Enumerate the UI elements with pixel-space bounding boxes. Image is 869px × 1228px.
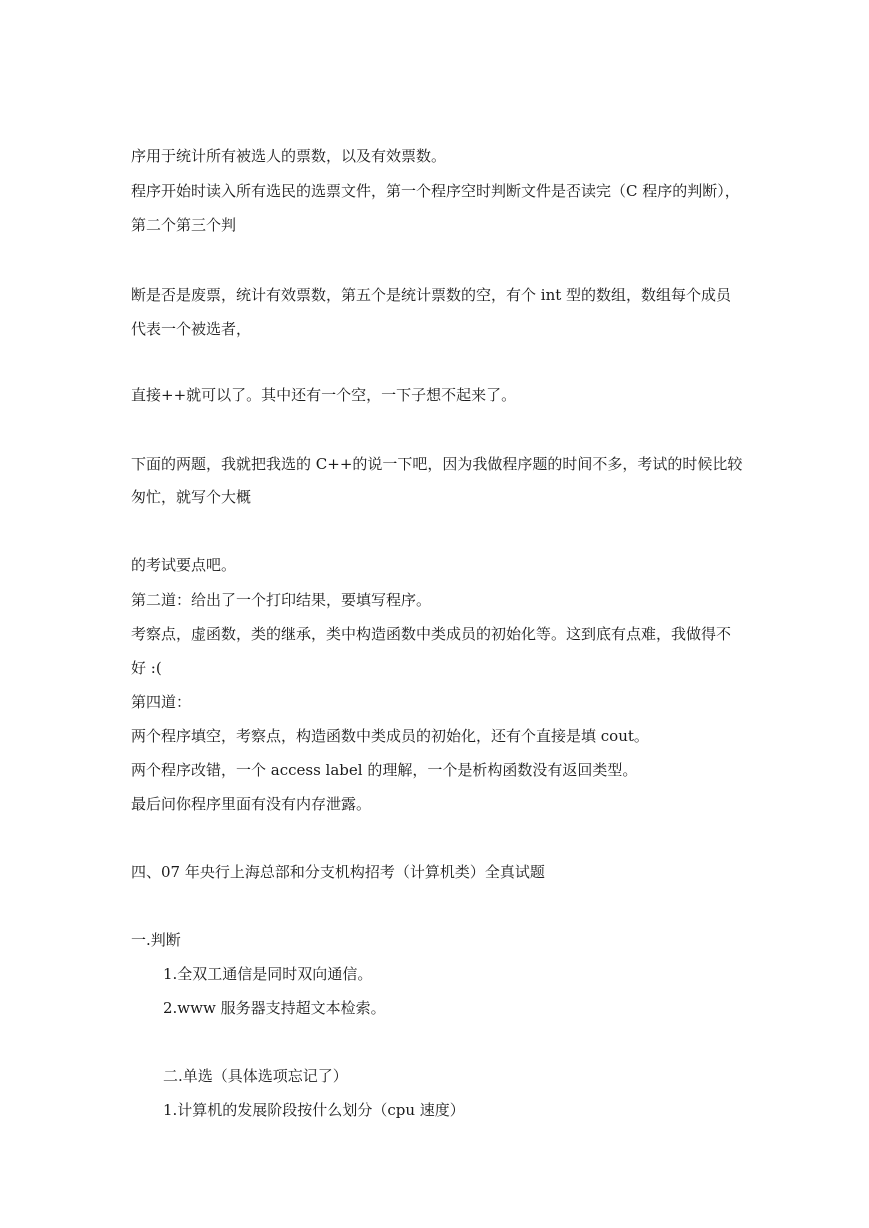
section-heading: 四、07 年央行上海总部和分支机构招考（计算机类）全真试题 bbox=[131, 863, 545, 881]
text-line: 匆忙，就写个大概 bbox=[131, 488, 252, 506]
text-line: 最后问你程序里面有没有内存泄露。 bbox=[131, 795, 372, 813]
list-item: 2.www 服务器支持超文本检索。 bbox=[163, 999, 386, 1017]
text-line: 第四道： bbox=[131, 693, 192, 711]
subsection-heading: 二.单选（具体选项忘记了） bbox=[163, 1067, 348, 1085]
list-item: 1.计算机的发展阶段按什么划分（cpu 速度） bbox=[163, 1101, 465, 1119]
text-line: 直接++就可以了。其中还有一个空，一下子想不起来了。 bbox=[131, 386, 517, 404]
subsection-heading: 一.判断 bbox=[131, 931, 181, 949]
text-line: 的考试要点吧。 bbox=[131, 556, 237, 574]
text-line: 第二个第三个判 bbox=[131, 216, 237, 234]
text-line: 第二道：给出了一个打印结果，要填写程序。 bbox=[131, 591, 432, 609]
list-item: 1.全双工通信是同时双向通信。 bbox=[163, 965, 373, 983]
text-line: 序用于统计所有被选人的票数，以及有效票数。 bbox=[131, 147, 447, 165]
text-line: 程序开始时读入所有选民的选票文件，第一个程序空时判断文件是否读完（C 程序的判断）， bbox=[131, 182, 740, 200]
text-line: 好 :( bbox=[131, 659, 162, 677]
text-line: 两个程序填空，考察点，构造函数中类成员的初始化，还有个直接是填 cout。 bbox=[131, 727, 649, 745]
text-line: 两个程序改错，一个 access label 的理解，一个是析构函数没有返回类型。 bbox=[131, 761, 638, 779]
text-line: 代表一个被选者， bbox=[131, 320, 252, 338]
text-line: 断是否是废票，统计有效票数，第五个是统计票数的空，有个 int 型的数组，数组每个成员 bbox=[131, 286, 732, 304]
text-line: 考察点，虚函数，类的继承，类中构造函数中类成员的初始化等。这到底有点难，我做得不 bbox=[131, 625, 732, 643]
text-line: 下面的两题，我就把我选的 C++的说一下吧，因为我做程序题的时间不多，考试的时候比较 bbox=[131, 455, 743, 473]
